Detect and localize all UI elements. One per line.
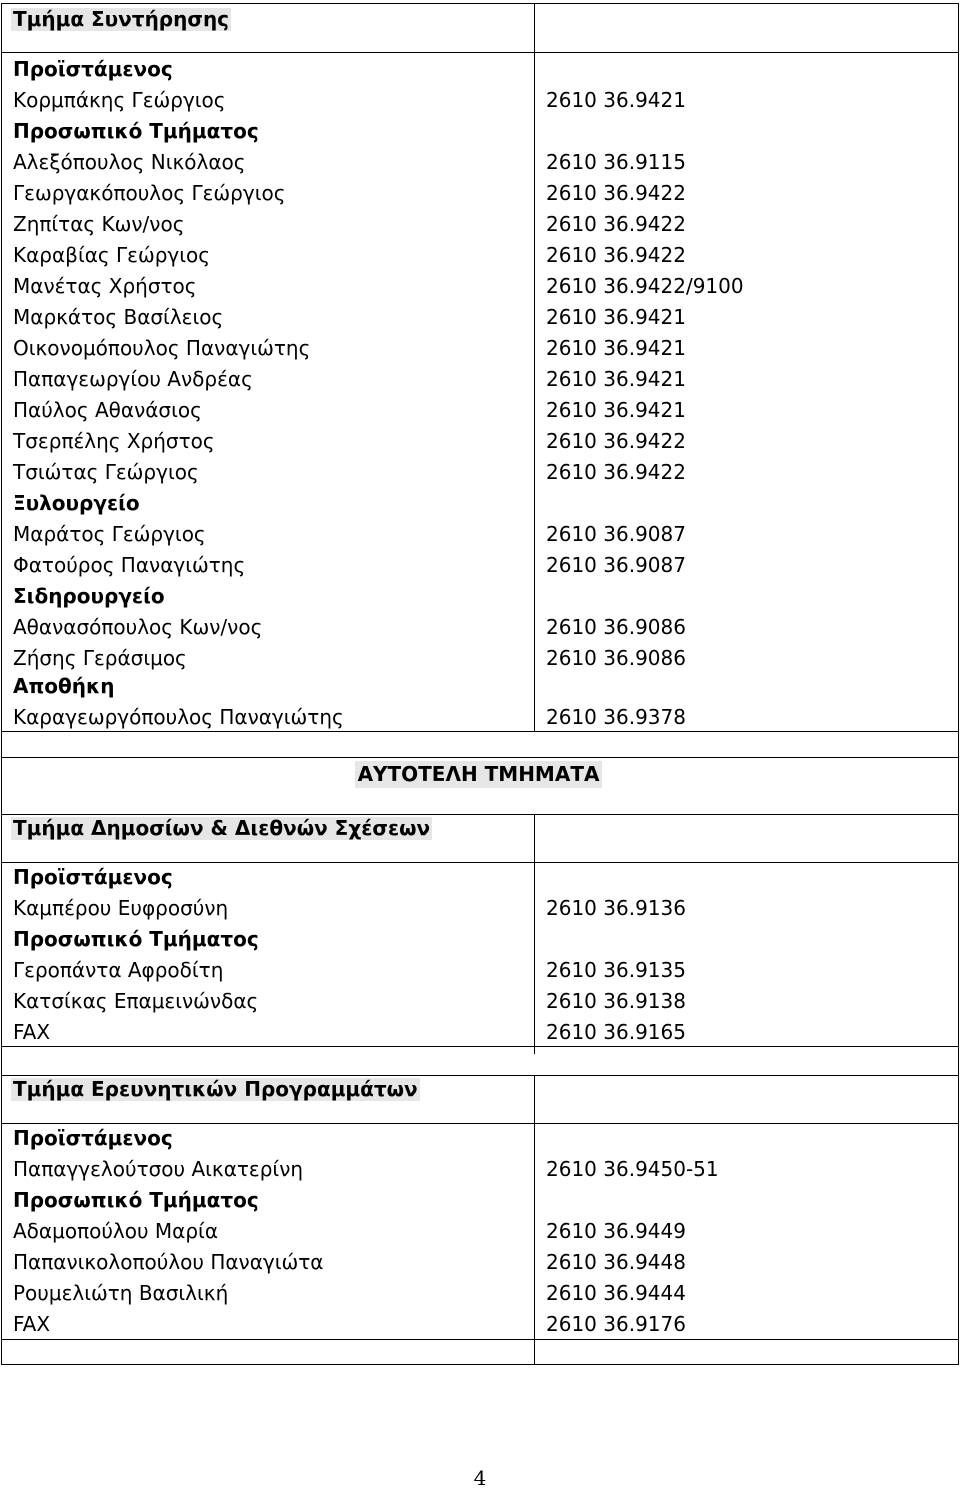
person-name: Μαρκάτος Βασίλειος — [13, 304, 224, 329]
person-name: Κατσίκας Επαμεινώνδας — [13, 988, 259, 1013]
phone-number: 2610 36.9176 — [546, 1311, 686, 1336]
phone-number: 2610 36.9087 — [546, 521, 686, 546]
phone-number: 2610 36.9422 — [546, 211, 686, 236]
section-title-public-relations — [2, 815, 958, 841]
phone-number: 2610 36.9135 — [546, 957, 686, 982]
table-row — [2, 861, 958, 892]
person-name: Φατούρος Παναγιώτης — [13, 552, 246, 577]
subsection-label: Προσωπικό Τμήματος — [13, 118, 259, 143]
subsection-label: Προϊστάμενος — [13, 1125, 173, 1150]
page-number: 4 — [473, 1466, 487, 1490]
subsection-label: Προϊστάμενος — [13, 864, 173, 889]
person-name: Οικονομόπουλος Παναγιώτης — [13, 335, 311, 360]
person-name: Αλεξόπουλος Νικόλαος — [13, 149, 246, 174]
person-name: Ζήσης Γεράσιμος — [13, 645, 187, 670]
table-row — [2, 1153, 958, 1184]
subsection-label: Προσωπικό Τμήματος — [13, 1187, 259, 1212]
phone-number: 2610 36.9421 — [546, 366, 686, 391]
table-row — [2, 923, 958, 954]
phone-number: 2610 36.9136 — [546, 895, 686, 920]
autonomous-title-text: ΑΥΤΟΤΕΛΗ ΤΜΗΜΑΤΑ — [355, 761, 603, 788]
table-row — [2, 84, 958, 115]
person-name: Ζηπίτας Κων/νος — [13, 211, 185, 236]
table-row — [2, 487, 958, 518]
person-name: Καραγεωργόπουλος Παναγιώτης — [13, 705, 344, 729]
table-row — [2, 518, 958, 549]
table-row — [2, 985, 958, 1016]
subsection-label: Προϊστάμενος — [13, 56, 173, 81]
phone-number: 2610 36.9138 — [546, 988, 686, 1013]
person-name: Αθανασόπουλος Κων/νος — [13, 614, 263, 639]
phone-number: 2610 36.9086 — [546, 614, 686, 639]
table-row — [2, 208, 958, 239]
table-row — [2, 301, 958, 332]
subsection-label: Προσωπικό Τμήματος — [13, 926, 259, 951]
autonomous-departments-heading — [2, 761, 958, 788]
person-name: Καμπέρου Ευφροσύνη — [13, 895, 229, 920]
person-name: FAX — [13, 1311, 51, 1336]
phone-number: 2610 36.9421 — [546, 304, 686, 329]
phone-number: 2610 36.9422 — [546, 242, 686, 267]
subsection-label: Αποθήκη — [13, 674, 115, 698]
phone-number: 2610 36.9422 — [546, 180, 686, 205]
table-row — [2, 394, 958, 425]
person-name: Κορμπάκης Γεώργιος — [13, 87, 226, 112]
phone-number: 2610 36.9115 — [546, 149, 686, 174]
section-heading: Τμήμα Δημοσίων & Διεθνών Σχέσεων — [13, 815, 431, 840]
table-row — [2, 363, 958, 394]
table-row — [2, 239, 958, 270]
table-row — [2, 1184, 958, 1215]
table-row — [2, 642, 958, 673]
subsection-label: Σιδηρουργείο — [13, 583, 165, 608]
person-name: Μανέτας Χρήστος — [13, 273, 197, 298]
research-rows — [2, 1122, 958, 1339]
phone-number: 2610 36.9449 — [546, 1218, 686, 1243]
phone-number: 2610 36.9421 — [546, 397, 686, 422]
table-row — [2, 1122, 958, 1153]
table-row — [2, 1308, 958, 1339]
table-row — [2, 1277, 958, 1308]
person-name: Μαράτος Γεώργιος — [13, 521, 206, 546]
row-divider — [2, 1339, 958, 1340]
person-name: Τσιώτας Γεώργιος — [13, 459, 199, 484]
table-row — [2, 673, 958, 699]
person-name: Αδαμοπούλου Μαρία — [13, 1218, 218, 1243]
row-divider — [2, 757, 958, 758]
table-row — [2, 177, 958, 208]
table-row — [2, 699, 958, 735]
table-row — [2, 115, 958, 146]
phone-number: 2610 36.9422 — [546, 459, 686, 484]
table-row — [2, 146, 958, 177]
table-row — [2, 456, 958, 487]
section-heading: Τμήμα Ερευνητικών Προγραμμάτων — [13, 1076, 418, 1101]
phone-number: 2610 36.9086 — [546, 645, 686, 670]
table-row — [2, 549, 958, 580]
phone-number: 2610 36.9378 — [546, 705, 686, 729]
table-row — [2, 580, 958, 611]
subsection-label: Ξυλουργείο — [13, 490, 140, 515]
person-name: Τσερπέλης Χρήστος — [13, 428, 215, 453]
table-row — [2, 611, 958, 642]
phone-number: 2610 36.9422 — [546, 428, 686, 453]
person-name: Καραβίας Γεώργιος — [13, 242, 210, 267]
phone-number: 2610 36.9421 — [546, 335, 686, 360]
section-title-research — [2, 1076, 958, 1102]
phone-number: 2610 36.9087 — [546, 552, 686, 577]
table-row — [2, 1016, 958, 1047]
person-name: Γεροπάντα Αφροδίτη — [13, 957, 224, 982]
person-name: FAX — [13, 1019, 51, 1044]
table-row — [2, 53, 958, 84]
person-name: Παύλος Αθανάσιος — [13, 397, 202, 422]
person-name: Παπαγγελούτσου Αικατερίνη — [13, 1156, 304, 1181]
table-row — [2, 425, 958, 456]
section-title-maintenance — [2, 6, 958, 32]
section-heading: Τμήμα Συντήρησης — [13, 6, 230, 31]
table-row — [2, 892, 958, 923]
table-row — [2, 954, 958, 985]
directory-table — [1, 3, 959, 1365]
person-name: Ρουμελιώτη Βασιλική — [13, 1280, 229, 1305]
maintenance-rows — [2, 53, 958, 735]
public-relations-rows — [2, 861, 958, 1047]
phone-number: 2610 36.9422/9100 — [546, 273, 744, 298]
phone-number: 2610 36.9448 — [546, 1249, 686, 1274]
person-name: Γεωργακόπουλος Γεώργιος — [13, 180, 286, 205]
phone-number: 2610 36.9444 — [546, 1280, 686, 1305]
table-row — [2, 270, 958, 301]
person-name: Παπαγεωργίου Ανδρέας — [13, 366, 253, 391]
phone-number: 2610 36.9421 — [546, 87, 686, 112]
table-row — [2, 1215, 958, 1246]
phone-number: 2610 36.9165 — [546, 1019, 686, 1044]
phone-number: 2610 36.9450-51 — [546, 1156, 719, 1181]
table-row — [2, 332, 958, 363]
table-row — [2, 1246, 958, 1277]
person-name: Παπανικολοπούλου Παναγιώτα — [13, 1249, 324, 1274]
